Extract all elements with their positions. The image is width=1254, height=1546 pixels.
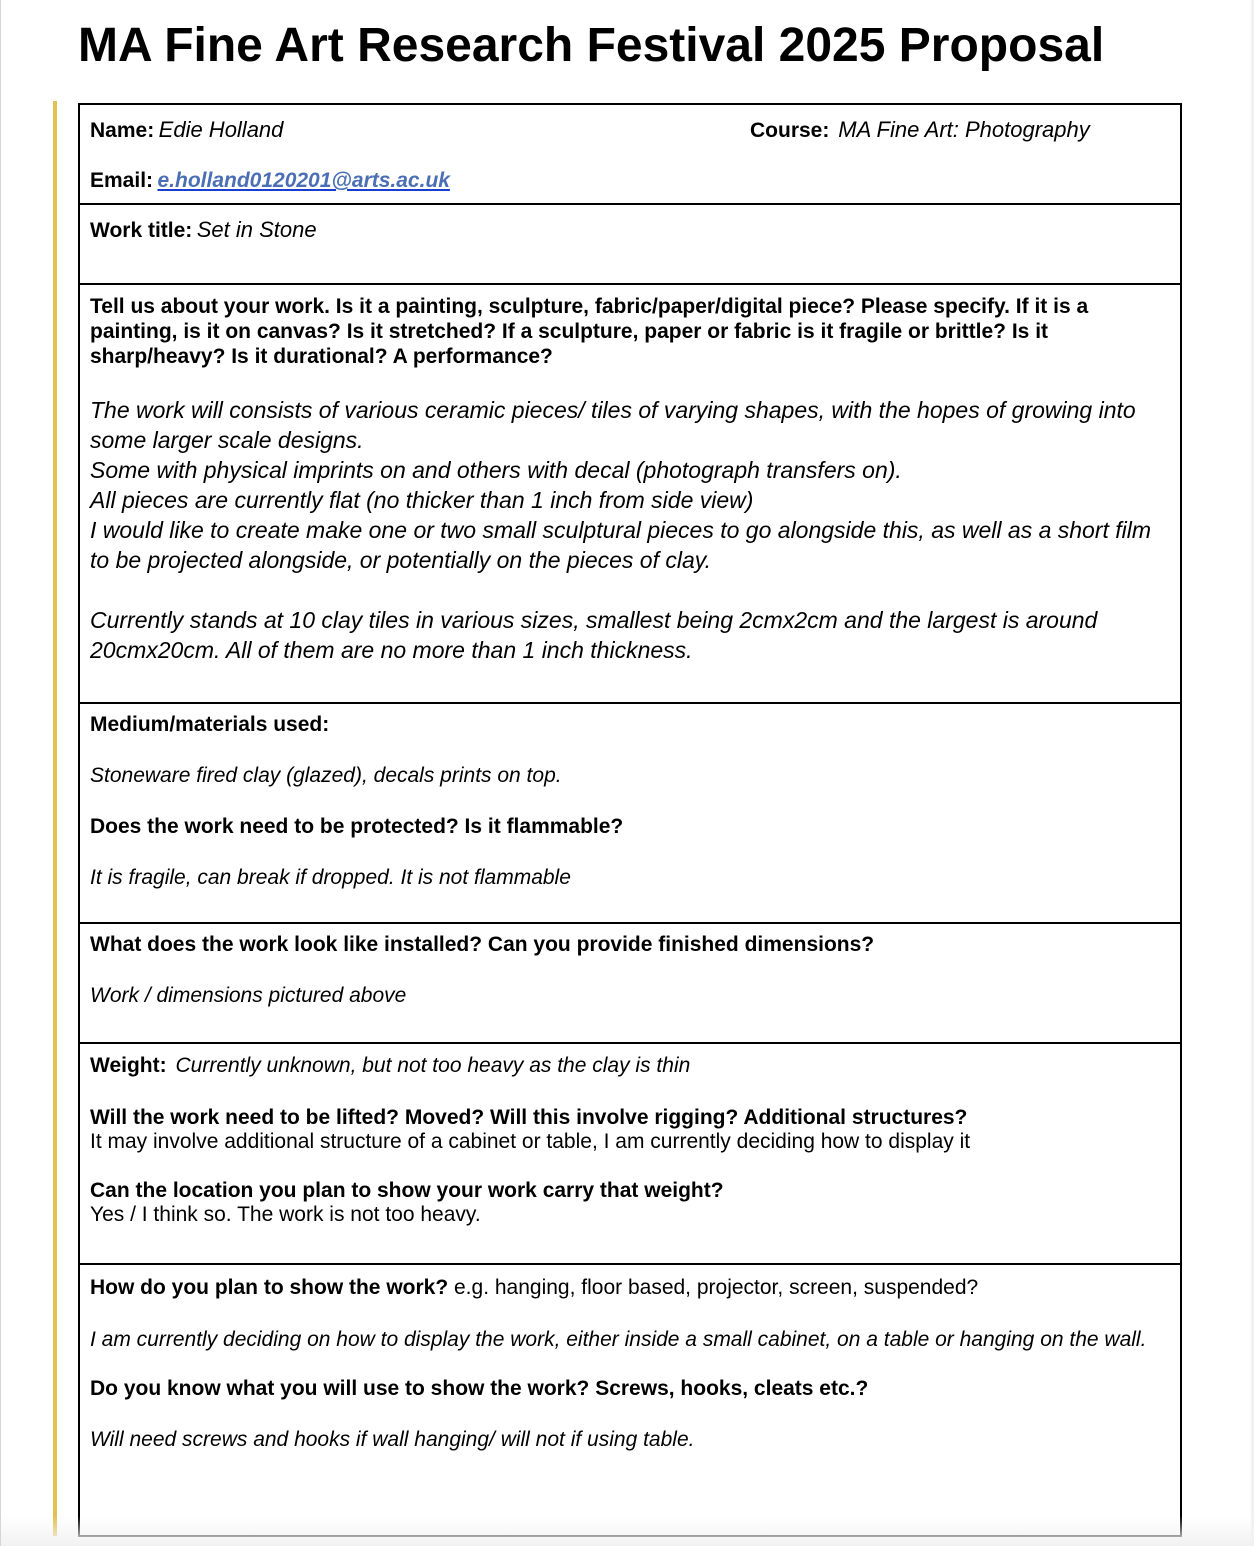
installation-row [80, 924, 1180, 1044]
lift-answer: It may involve additional structure of a cabinet or table, I am currently deciding how to display it [90, 1130, 971, 1153]
fixings-answer: Will need screws and hooks if wall hanging/ will not if using table. [90, 1428, 695, 1451]
course-field [750, 117, 1090, 143]
answer-line: Some with physical imprints on and others with decal (photograph transfers on). [90, 457, 902, 483]
course-value: MA Fine Art: Photography [838, 117, 1090, 142]
work-title-value: Set in Stone [196, 217, 317, 242]
weight-value: Currently unknown, but not too heavy as the clay is thin [175, 1054, 691, 1077]
page-title: MA Fine Art Research Festival 2025 Proposal [78, 19, 1105, 72]
installation-answer: Work / dimensions pictured above [90, 984, 407, 1007]
display-question-bold: How do you plan to show the work? [90, 1276, 449, 1299]
name-value: Edie Holland [158, 117, 284, 142]
email-field [90, 169, 450, 193]
weight-label: Weight: [90, 1054, 167, 1077]
location-answer: Yes / I think so. The work is not too heavy. [90, 1203, 481, 1226]
lift-question: Will the work need to be lifted? Moved? Will this involve rigging? Additional structures? [90, 1106, 968, 1129]
materials-question: Medium/materials used: [90, 713, 330, 736]
about-work-question: Tell us about your work. Is it a painting, sculpture, fabric/paper/digital piece? Please specify. If it is a painting, is it on canvas? Is it stretched? If a sculpture, paper or fabric is it fragile or brittle? Is it sharp/heavy? Is it durational? A performance? [90, 295, 1089, 368]
materials-row [80, 704, 1180, 924]
answer-line: The work will consists of various ceramic pieces/ tiles of varying shapes, with the hopes of growing into some larger scale designs. [90, 397, 1136, 453]
proposal-form-table [78, 103, 1182, 1537]
email-label: Email: [90, 169, 154, 192]
materials-answer: Stoneware fired clay (glazed), decals prints on top. [90, 764, 562, 787]
fixings-question: Do you know what you will use to show the work? Screws, hooks, cleats etc.? [90, 1377, 869, 1400]
about-work-answer-2: Currently stands at 10 clay tiles in various sizes, smallest being 2cmx2cm and the largest is around 20cmx20cm. All of them are no more than 1 inch thickness. [90, 607, 1098, 663]
location-question: Can the location you plan to show your work carry that weight? [90, 1179, 724, 1202]
display-answer: I am currently deciding on how to display the work, either inside a small cabinet, on a table or hanging on the wall. [90, 1328, 1147, 1351]
work-title-row [80, 205, 1180, 285]
course-label: Course: [750, 119, 830, 142]
answer-line: I would like to create make one or two small sculptural pieces to go alongside this, as well as a short film to be projected alongside, or potentially on the pieces of clay. [90, 517, 1152, 573]
email-link[interactable]: e.holland0120201@arts.ac.uk [157, 169, 450, 192]
accent-bar [53, 101, 57, 1536]
protection-question: Does the work need to be protected? Is it flammable? [90, 815, 624, 838]
name-label: Name: [90, 119, 155, 142]
work-title-label: Work title: [90, 219, 193, 242]
installation-question: What does the work look like installed? Can you provide finished dimensions? [90, 933, 875, 956]
weight-row [80, 1044, 1180, 1265]
answer-line: All pieces are currently flat (no thicker than 1 inch from side view) [90, 487, 754, 513]
about-work-answer [90, 395, 1170, 575]
about-work-row [80, 285, 1180, 704]
display-question-examples: e.g. hanging, floor based, projector, screen, suspended? [448, 1276, 979, 1299]
applicant-row [80, 105, 1180, 205]
name-field [90, 117, 283, 143]
protection-answer: It is fragile, can break if dropped. It is not flammable [90, 866, 571, 889]
display-row [80, 1265, 1180, 1535]
